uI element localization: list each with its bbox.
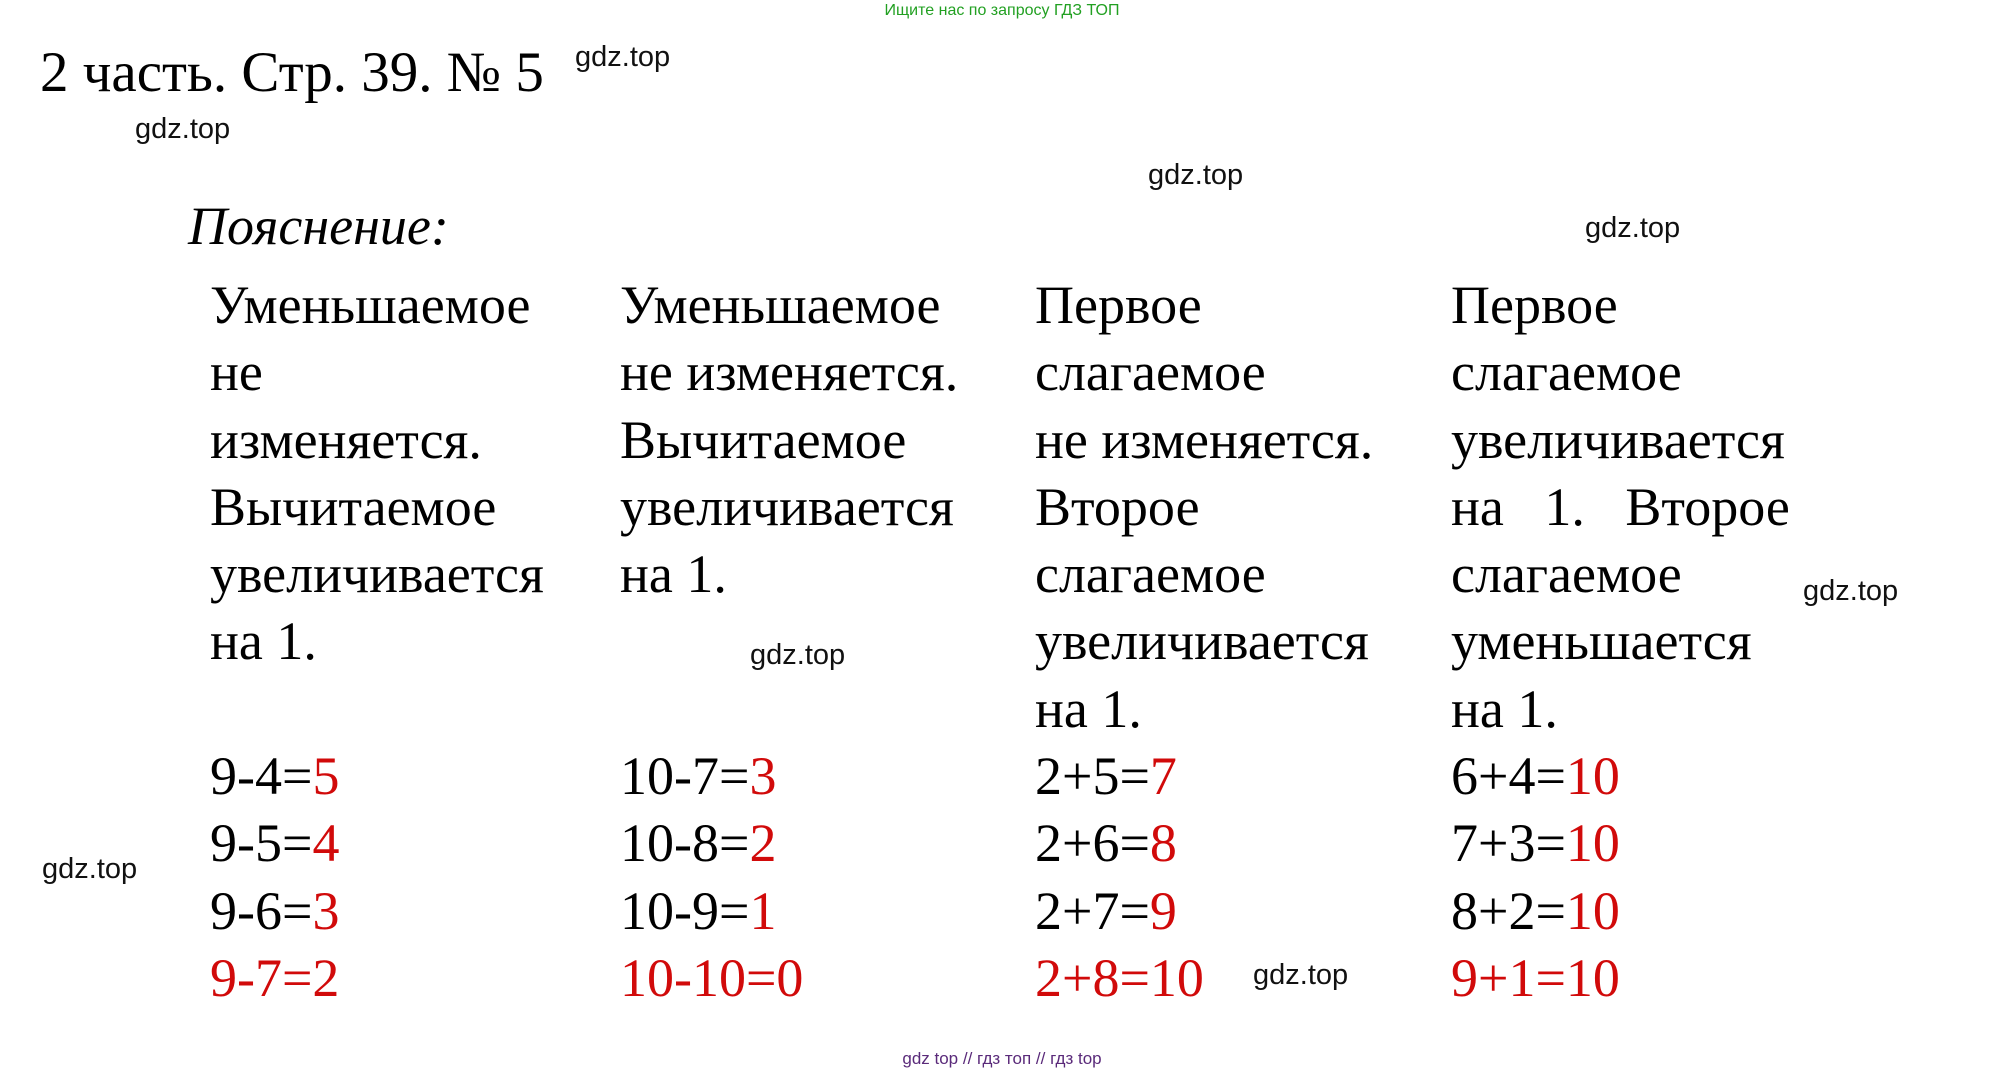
equation-answer: 8	[1149, 813, 1177, 873]
explanation-line: увеличивается	[1035, 611, 1369, 672]
equation	[620, 743, 776, 810]
equation-expression: 2+7=	[1035, 881, 1150, 941]
footer-links	[0, 1048, 2004, 1070]
explanation-line: изменяется.	[210, 409, 482, 470]
explanation-line: на 1.	[1035, 678, 1142, 739]
equation	[1035, 878, 1177, 945]
equation-answer: 7	[1149, 746, 1177, 806]
equation	[1451, 878, 1620, 945]
equation-answer: 3	[749, 746, 777, 806]
explanation-line: Уменьшаемое	[210, 275, 531, 335]
explanation-line: на 1. Второе	[1451, 476, 1790, 537]
explanation-line: слагаемое	[1451, 342, 1682, 403]
equation-answer: 9	[1149, 881, 1177, 941]
explanation-line: слагаемое	[1451, 544, 1682, 605]
explanation-line: увеличивается	[210, 544, 544, 605]
watermark: gdz.top	[1253, 959, 1349, 991]
explanation-line: слагаемое	[1035, 342, 1266, 403]
explanation-line: Вычитаемое	[210, 476, 497, 537]
equation	[1451, 810, 1620, 877]
explanation-column-2	[620, 272, 958, 608]
footer-link[interactable]: гдз top	[1050, 1049, 1102, 1068]
explanation-line: Уменьшаемое	[620, 275, 941, 335]
footer-link[interactable]: гдз топ	[977, 1049, 1032, 1068]
explanation-line: Первое	[1035, 275, 1202, 335]
explanation-line: на 1.	[210, 611, 317, 672]
watermark: gdz.top	[1585, 212, 1681, 244]
equation	[1035, 810, 1177, 877]
watermark: gdz.top	[1803, 575, 1899, 607]
equation-expression: 10-8=	[620, 813, 750, 873]
equation	[620, 810, 776, 877]
equation-answer: 10	[1565, 881, 1620, 941]
equation-expression: 9-6=	[210, 881, 313, 941]
equation-answer: 1	[749, 881, 777, 941]
equation-expression: 8+2=	[1451, 881, 1566, 941]
equation	[1035, 743, 1177, 810]
equation-answer: 10	[1565, 746, 1620, 806]
watermark: gdz.top	[750, 639, 846, 671]
explanation-line: Второе	[1035, 476, 1200, 537]
top-banner[interactable]: Ищите нас по запросу ГДЗ ТОП	[884, 2, 1120, 19]
explanation-line: не	[210, 342, 263, 403]
equation-final: 2+8=10	[1035, 948, 1204, 1008]
equation-expression: 10-9=	[620, 881, 750, 941]
equation-expression: 2+5=	[1035, 746, 1150, 806]
explanation-line: на 1.	[620, 544, 727, 605]
footer-separator: //	[1035, 1049, 1046, 1068]
equation	[620, 878, 776, 945]
equation-expression: 2+6=	[1035, 813, 1150, 873]
explanation-line: Вычитаемое	[620, 409, 907, 470]
equation	[210, 810, 339, 877]
equation-expression: 10-7=	[620, 746, 750, 806]
explanation-line: слагаемое	[1035, 544, 1266, 605]
equation-answer: 3	[312, 881, 340, 941]
equation-expression: 9-4=	[210, 746, 313, 806]
equation	[210, 743, 339, 810]
watermark: gdz.top	[1148, 159, 1244, 191]
explanation-line: не изменяется.	[1035, 409, 1374, 470]
equation-answer: 10	[1565, 813, 1620, 873]
watermark: gdz.top	[575, 41, 671, 73]
explanation-label: Пояснение:	[188, 196, 449, 256]
equation-answer: 4	[312, 813, 340, 873]
equation-expression: 7+3=	[1451, 813, 1566, 873]
explanation-line: увеличивается	[1451, 409, 1785, 470]
equation-expression: 6+4=	[1451, 746, 1566, 806]
page-title: 2 часть. Стр. 39. № 5	[40, 41, 544, 104]
explanation-line: Первое	[1451, 275, 1618, 335]
watermark: gdz.top	[42, 853, 138, 885]
explanation-line: уменьшается	[1451, 611, 1752, 672]
equation-final: 10-10=0	[620, 948, 804, 1008]
explanation-column-3	[1035, 272, 1373, 743]
explanation-line: увеличивается	[620, 476, 954, 537]
watermark: gdz.top	[135, 113, 231, 145]
footer-link[interactable]: gdz top	[902, 1049, 959, 1068]
equation	[210, 878, 339, 945]
equation-answer: 5	[312, 746, 340, 806]
explanation-column-4	[1451, 272, 1790, 743]
equation-expression: 9-5=	[210, 813, 313, 873]
explanation-line: не изменяется.	[620, 342, 959, 403]
explanation-column-1	[210, 272, 544, 676]
equation	[1451, 743, 1620, 810]
explanation-line: на 1.	[1451, 678, 1558, 739]
equation-answer: 2	[749, 813, 777, 873]
footer-separator: //	[962, 1049, 973, 1068]
equation-final: 9-7=2	[210, 948, 340, 1008]
equation-final: 9+1=10	[1451, 948, 1620, 1008]
